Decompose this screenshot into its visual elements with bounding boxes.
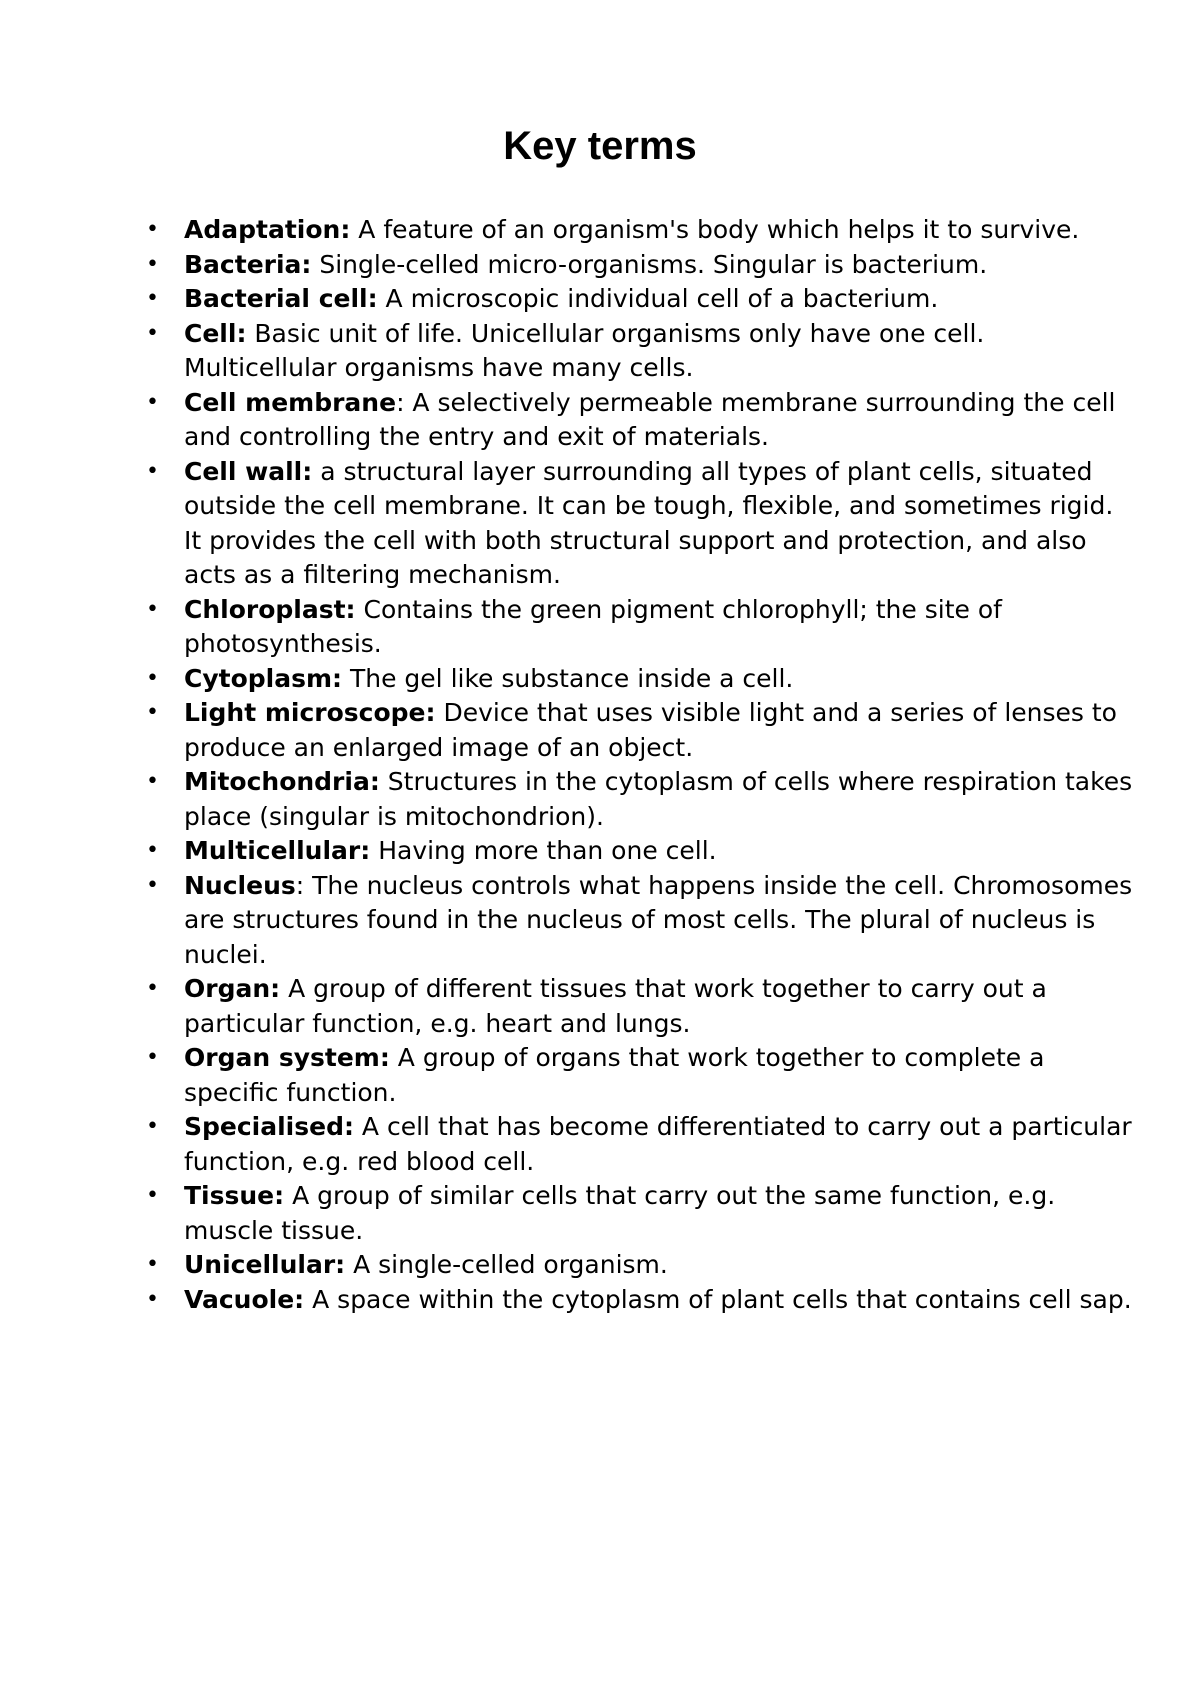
bullet-icon: • [146,665,159,691]
list-item [146,1179,1136,1248]
term-definition: A group of different tissues that work together to carry out a particular function, e.g. heart and lungs. [184,974,1047,1038]
term-definition: Structures in the cytoplasm of cells where respiration takes place (singular is mitochondrion). [184,767,1133,831]
term-name: Cell: [184,318,247,348]
term-definition: Basic unit of life. Unicellular organisms only have one cell. Multicellular organisms have many cells. [184,318,985,382]
term-definition: a structural layer surrounding all types of plant cells, situated outside the cell membrane. It can be tough, flexible, and sometimes rigid. It provides the cell with both structural support and protection, and also acts as a filtering mechanism. [184,456,1114,589]
bullet-icon: • [146,872,159,898]
list-item [146,869,1136,973]
list-item [146,317,1136,386]
term-definition: Single-celled micro-organisms. Singular is bacterium. [311,249,988,279]
term-definition: A microscopic individual cell of a bacterium. [377,284,939,313]
term-definition: A feature of an organism's body which helps it to survive. [350,215,1080,244]
page-title: Key terms [503,124,697,168]
list-item [146,248,1136,283]
term-definition: A group of organs that work together to complete a specific function. [184,1043,1045,1107]
term-name: Cytoplasm: [184,663,343,693]
term-definition: A single-celled organism. [345,1250,668,1279]
bullet-icon: • [146,1114,159,1139]
term-definition: : The nucleus controls what happens inside the cell. Chromosomes are structures found in the nucleus of most cells. The plural of nucleus is nuclei. [184,870,1133,969]
term-name: Organ system: [184,1043,390,1072]
bullet-icon: • [146,838,159,863]
term-name: Light microscope: [184,698,436,727]
bullet-icon: • [146,1045,159,1070]
bullet-icon: • [146,217,159,242]
list-item [146,1041,1136,1110]
bullet-icon: • [146,389,159,415]
term-name: Specialised: [184,1112,354,1141]
list-item [146,213,1136,248]
list-item [146,662,1136,697]
term-name: Multicellular: [184,836,371,865]
term-definition: The gel like substance inside a cell. [342,663,794,693]
bullet-icon: • [146,251,159,277]
bullet-icon: • [146,976,159,1001]
bullet-icon: • [146,769,159,794]
bullet-icon: • [146,286,159,311]
term-name: Adaptation: [184,215,351,244]
term-definition: A group of similar cells that carry out the same function, e.g. muscle tissue. [184,1181,1056,1245]
bullet-icon: • [146,1286,159,1312]
list-item [146,1283,1136,1318]
bullet-icon: • [146,320,159,346]
bullet-icon: • [146,596,159,622]
term-name: Organ: [184,974,281,1003]
term-definition: A cell that has become differentiated to carry out a particular function, e.g. red blood cell. [184,1112,1132,1176]
term-definition: A space within the cytoplasm of plant cells that contains cell sap. [304,1284,1132,1314]
bullet-icon: • [146,700,159,725]
bullet-icon: • [146,458,159,484]
list-item [146,1248,1136,1283]
list-item [146,455,1136,593]
list-item [146,1110,1136,1179]
term-name: Bacterial cell: [184,284,378,313]
term-name: Cell wall: [184,456,313,486]
term-definition: Having more than one cell. [370,836,717,865]
list-item [146,282,1136,317]
term-name: Mitochondria: [184,767,380,796]
list-item [146,834,1136,869]
list-item [146,593,1136,662]
term-definition: Device that uses visible light and a series of lenses to produce an enlarged image of an object. [184,698,1117,762]
key-terms-list [146,213,1136,1317]
list-item [146,696,1136,765]
bullet-icon: • [146,1183,159,1208]
term-name: Chloroplast: [184,594,356,624]
term-name: Cell membrane [184,387,397,417]
term-name: Nucleus [184,870,296,900]
term-definition: : A selectively permeable membrane surrounding the cell and controlling the entry and exit of materials. [184,387,1116,451]
term-name: Bacteria: [184,249,312,279]
list-item [146,972,1136,1041]
term-definition: Contains the green pigment chlorophyll; the site of photosynthesis. [184,594,1002,658]
list-item [146,386,1136,455]
term-name: Tissue: [184,1181,285,1210]
list-item [146,765,1136,834]
term-name: Vacuole: [184,1284,305,1314]
bullet-icon: • [146,1252,159,1277]
term-name: Unicellular: [184,1250,346,1279]
